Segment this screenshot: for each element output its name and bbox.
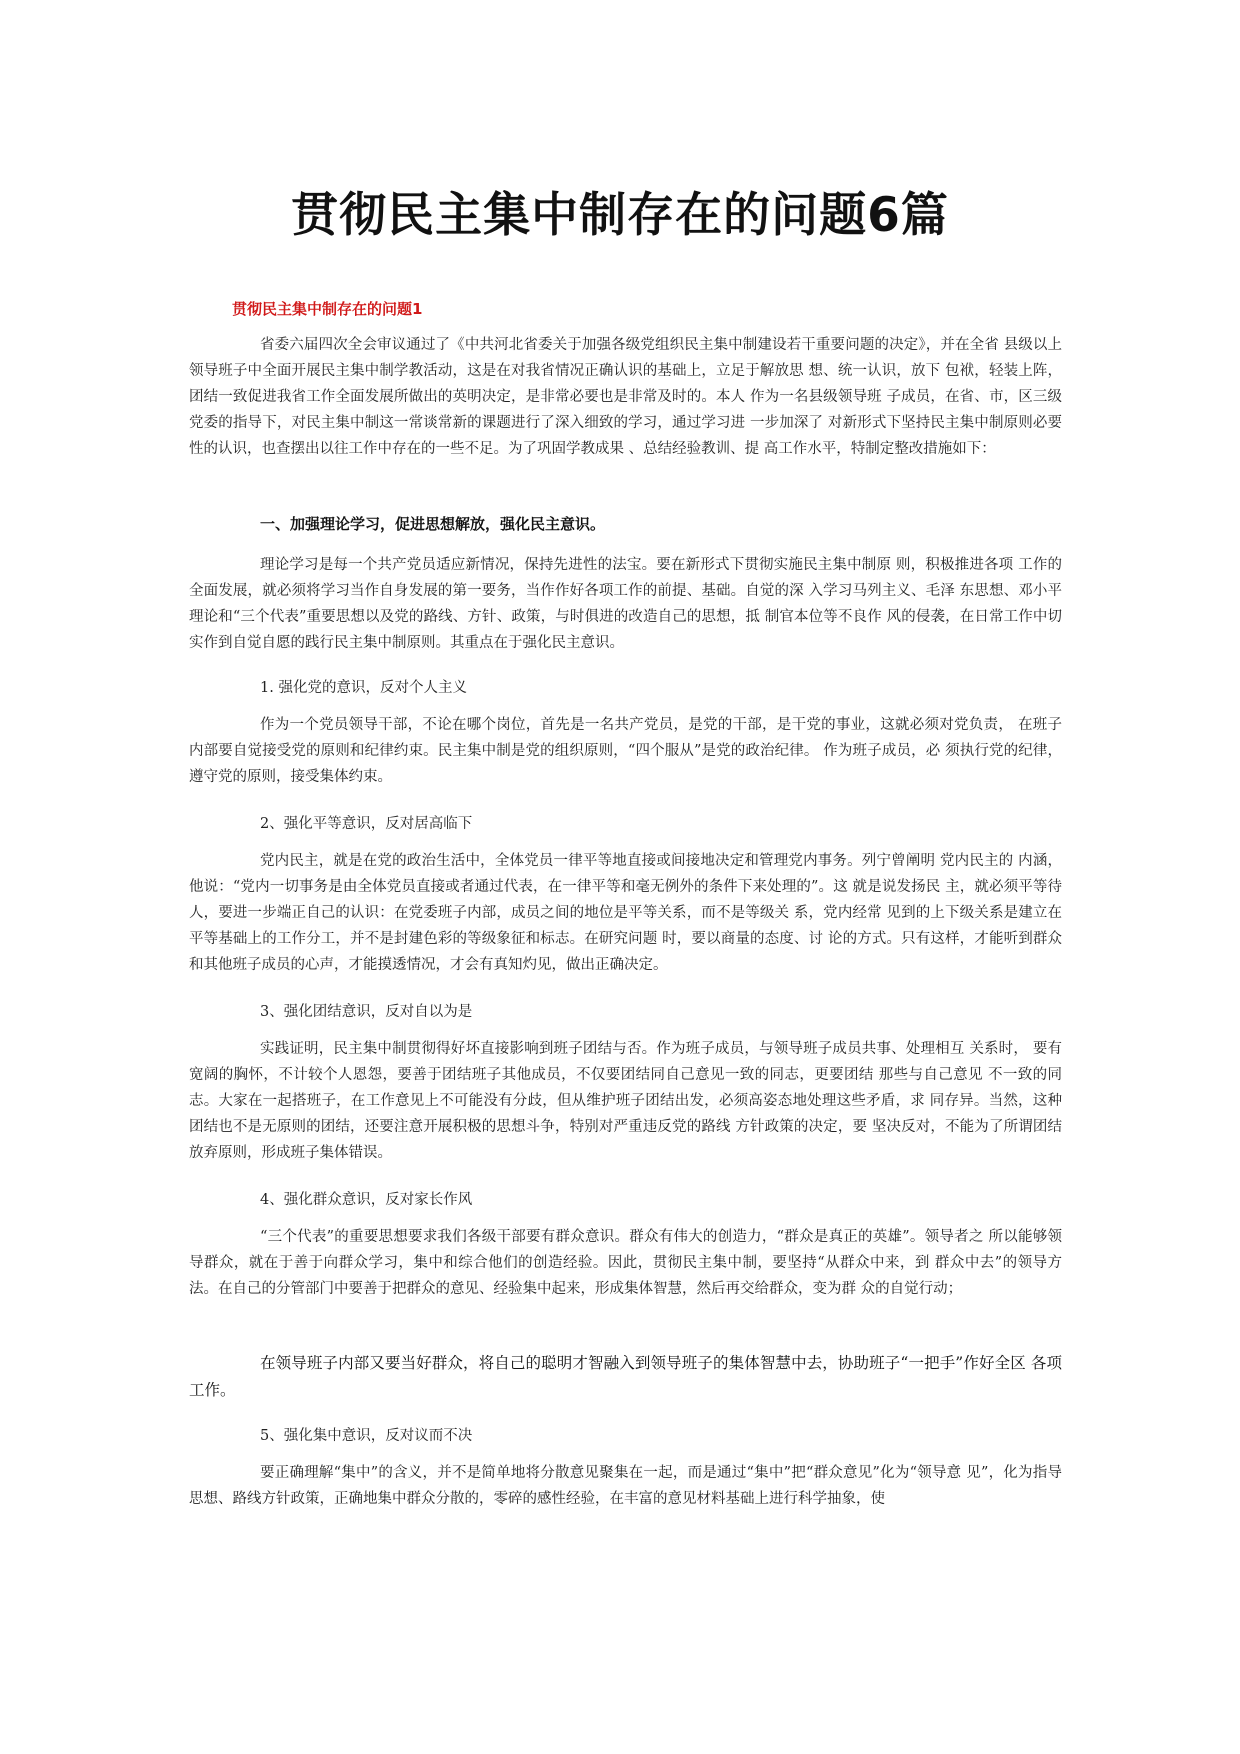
section-subtitle: 贯彻民主集中制存在的问题1 [232, 300, 423, 318]
item1-paragraph: 作为一个党员领导干部，不论在哪个岗位，首先是一名共产党员，是党的干部，是干党的事业，这就必须对党负责， 在班子内部要自觉接受党的原则和纪律约束。民主集中制是党的组织原则，“四个服从”是党的政治纪律。 作为班子成员，必 须执行党的纪律，遵守党的原则，接受集体约束。 [189, 717, 1062, 785]
item5-paragraph: 要正确理解“集中”的含义，并不是简单地将分散意见聚集在一起，而是通过“集中”把“群众意见”化为“领导意 见”，化为指导思想、路线方针政策，正确地集中群众分散的，零碎的感性经验，在丰富的意见材料基础上进行科学抽象，使 [189, 1465, 1062, 1507]
item1-heading: 1. 强化党的意识，反对个人主义 [260, 680, 467, 696]
section1-heading: 一、加强理论学习，促进思想解放，强化民主意识。 [260, 515, 606, 533]
document-title: 贯彻民主集中制存在的问题6篇 [291, 188, 949, 243]
item4-paragraph-2: 在领导班子内部又要当好群众，将自己的聪明才智融入到领导班子的集体智慧中去，协助班子“一把手”作好全区 各项工作。 [189, 1354, 1062, 1399]
item4-heading: 4、强化群众意识，反对家长作风 [260, 1192, 473, 1208]
item3-heading: 3、强化团结意识，反对自以为是 [260, 1004, 473, 1020]
item3-paragraph: 实践证明，民主集中制贯彻得好坏直接影响到班子团结与否。作为班子成员，与领导班子成员共事、处理相互 关系时， 要有宽阔的胸怀，不计较个人恩怨，要善于团结班子其他成员，不仅要团结同自己意见一致的同志，更要团结 那些与自己意见 不一致的同志。大家在一起搭班子，在工作意见上不可能没有分歧，但从维护班子团结出发，必须高姿态地处理这些矛盾，求 同存异。当然，这种团结也不是无原则的团结，还要注意开展积极的思想斗争，特别对严重违反党的路线 方针政策的决定，要 坚决反对，不能为了所谓团结放弃原则，形成班子集体错误。 [189, 1041, 1062, 1161]
item2-heading: 2、强化平等意识，反对居高临下 [260, 816, 473, 832]
section1-paragraph: 理论学习是每一个共产党员适应新情况，保持先进性的法宝。要在新形式下贯彻实施民主集中制原 则，积极推进各项 工作的全面发展，就必须将学习当作自身发展的第一要务，当作作好各项工作的前提、基础。自觉的深 入学习马列主义、毛泽 东思想、邓小平理论和“三个代表”重要思想以及党的路线、方针、政策，与时俱进的改造自己的思想，抵 制官本位等不良作 风的侵袭，在日常工作中切实作到自觉自愿的践行民主集中制原则。其重点在于强化民主意识。 [189, 557, 1062, 651]
intro-paragraph: 省委六届四次全会审议通过了《中共河北省委关于加强各级党组织民主集中制建设若干重要问题的决定》，并在全省 县级以上领导班子中全面开展民主集中制学教活动，这是在对我省情况正确认识的基础上，立足于解放思 想、统一认识，放下 包袱，轻装上阵，团结一致促进我省工作全面发展所做出的英明决定，是非常必要也是非常及时的。本人 作为一名县级领导班 子成员，在省、市，区三级党委的指导下，对民主集中制这一常谈常新的课题进行了深入细致的学习，通过学习进 一步加深了 对新形式下坚持民主集中制原则必要性的认识，也查摆出以往工作中存在的一些不足。为了巩固学教成果 、总结经验教训、提 高工作水平，特制定整改措施如下： [189, 337, 1062, 457]
item2-paragraph: 党内民主，就是在党的政治生活中，全体党员一律平等地直接或间接地决定和管理党内事务。列宁曾阐明 党内民主的 内涵，他说：“党内一切事务是由全体党员直接或者通过代表，在一律平等和毫无例外的条件下来处理的”。这 就是说发扬民 主，就必须平等待人，要进一步端正自己的认识：在党委班子内部，成员之间的地位是平等关系，而不是等级关 系，党内经常 见到的上下级关系是建立在平等基础上的工作分工，并不是封建色彩的等级象征和标志。在研究问题 时，要以商量的态度、讨 论的方式。只有这样，才能听到群众和其他班子成员的心声，才能摸透情况，才会有真知灼见，做出正确决定。 [189, 853, 1062, 973]
item5-heading: 5、强化集中意识，反对议而不决 [260, 1428, 473, 1444]
item4-paragraph: “三个代表”的重要思想要求我们各级干部要有群众意识。群众有伟大的创造力，“群众是真正的英雄”。领导者之 所以能够领导群众，就在于善于向群众学习，集中和综合他们的创造经验。因此，贯彻民主集中制，要坚持“从群众中来，到 群众中去”的领导方法。在自己的分管部门中要善于把群众的意见、经验集中起来，形成集体智慧，然后再交给群众，变为群 众的自觉行动； [189, 1229, 1062, 1297]
